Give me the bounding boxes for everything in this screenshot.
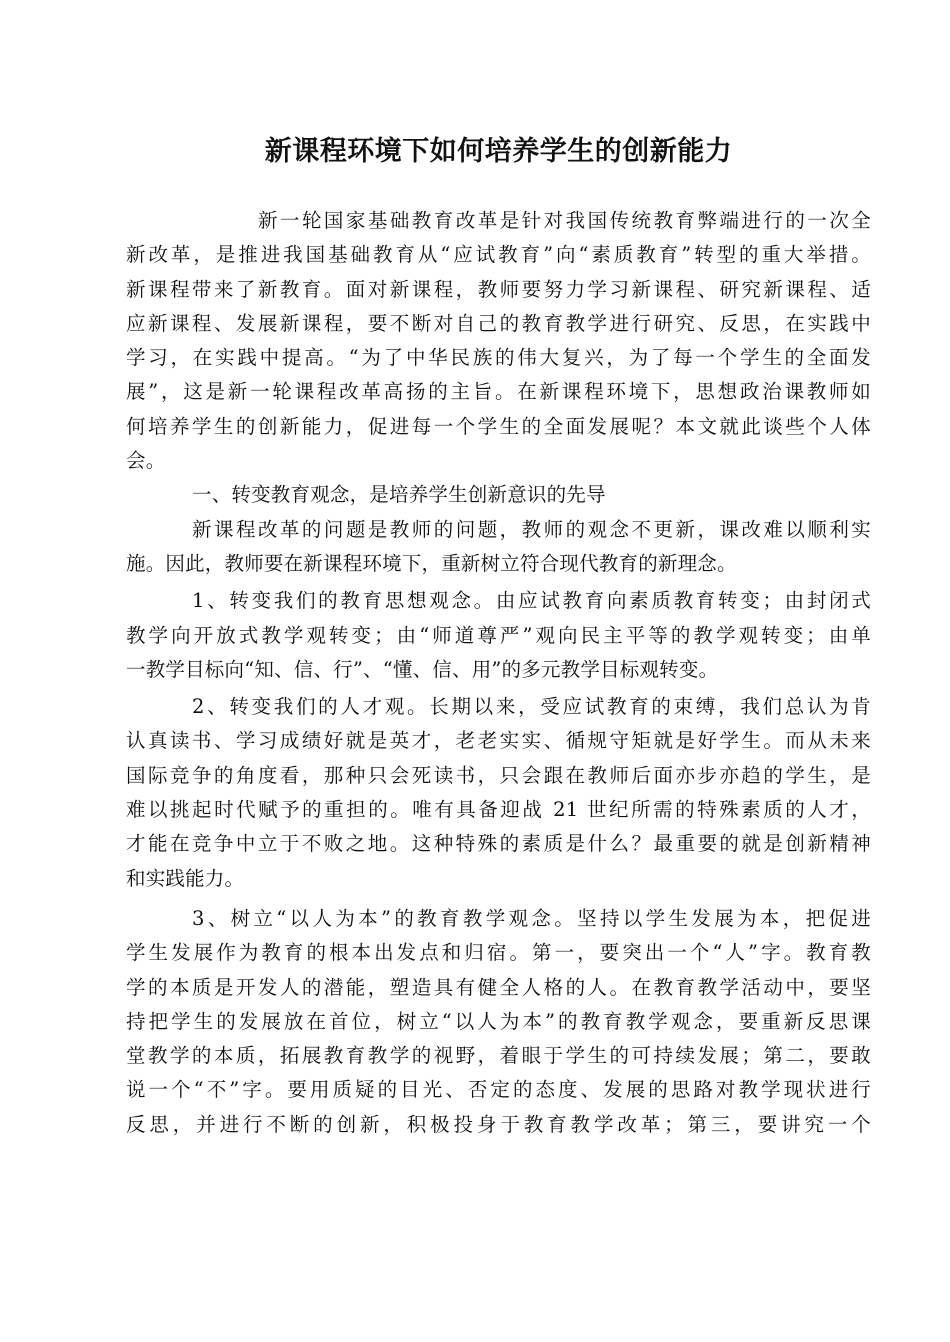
text-line: 学生发展作为教育的根本出发点和归宿。第一，要突出一个“人”字。教育教 (126, 941, 871, 965)
text-line: 展”，这是新一轮课程改革高扬的主旨。在新课程环境下，思想政治课教师如 (126, 380, 871, 404)
text-line: 1、转变我们的教育思想观念。由应试教育向素质教育转变；由封闭式 (192, 589, 871, 613)
text-line: 学的本质是开发人的潜能，塑造具有健全人格的人。在教育教学活动中，要坚 (126, 975, 871, 999)
text-line: 新课程改革的问题是教师的问题，教师的观念不更新，课改难以顺利实 (192, 517, 871, 541)
text-line: 3、树立“以人为本”的教育教学观念。坚持以学生发展为本，把促进 (192, 906, 871, 930)
text-line: 反思，并进行不断的创新，积极投身于教育教学改革；第三，要讲究一个 (126, 1112, 871, 1136)
text-line: 和实践能力。 (126, 866, 245, 890)
document-body (126, 204, 871, 1142)
text-line: 堂教学的本质，拓展教育教学的视野，着眼于学生的可持续发展；第二，要敢 (126, 1044, 871, 1068)
text-line: 新改革，是推进我国基础教育从“应试教育”向“素质教育”转型的重大举措。 (126, 243, 871, 267)
text-line: 2、转变我们的人才观。长期以来，受应试教育的束缚，我们总认为肯 (192, 695, 871, 719)
text-line: 国际竞争的角度看，那种只会死读书，只会跟在教师后面亦步亦趋的学生，是 (126, 763, 871, 787)
text-line: 施。因此，教师要在新课程环境下，重新树立符合现代教育的新理念。 (126, 551, 737, 575)
text-line: 应新课程、发展新课程，要不断对自己的教育教学进行研究、反思，在实践中 (126, 311, 871, 335)
text-line: 教学向开放式教学观转变；由“师道尊严”观向民主平等的教学观转变；由单 (126, 623, 871, 647)
text-line: 说一个“不”字。要用质疑的目光、否定的态度、发展的思路对教学现状进行 (126, 1078, 871, 1102)
text-line: 一、转变教育观念，是培养学生创新意识的先导 (192, 483, 606, 507)
text-line: 新一轮国家基础教育改革是针对我国传统教育弊端进行的一次全 (258, 209, 871, 232)
text-line: 学习，在实践中提高。“为了中华民族的伟大复兴，为了每一个学生的全面发 (126, 346, 871, 370)
text-line: 认真读书、学习成绩好就是英才，老老实实、循规守矩就是好学生。而从未来 (126, 729, 871, 753)
text-line: 新课程带来了新教育。面对新课程，教师要努力学习新课程、研究新课程、适 (126, 277, 871, 301)
text-line: 会。 (126, 449, 166, 473)
text-line: 持把学生的发展放在首位，树立“以人为本”的教育教学观念，要重新反思课 (126, 1009, 871, 1033)
text-line: 难以挑起时代赋予的重担的。唯有具备迎战 21 世纪所需的特殊素质的人才， (126, 798, 871, 822)
text-line: 何培养学生的创新能力，促进每一个学生的全面发展呢？本文就此谈些个人体 (126, 414, 871, 438)
text-line: 才能在竞争中立于不败之地。这种特殊的素质是什么？最重要的就是创新精神 (126, 832, 871, 856)
document-title: 新课程环境下如何培养学生的创新能力 (264, 136, 733, 167)
text-line: 一教学目标向“知、信、行”、“懂、信、用”的多元教学目标观转变。 (126, 657, 719, 681)
